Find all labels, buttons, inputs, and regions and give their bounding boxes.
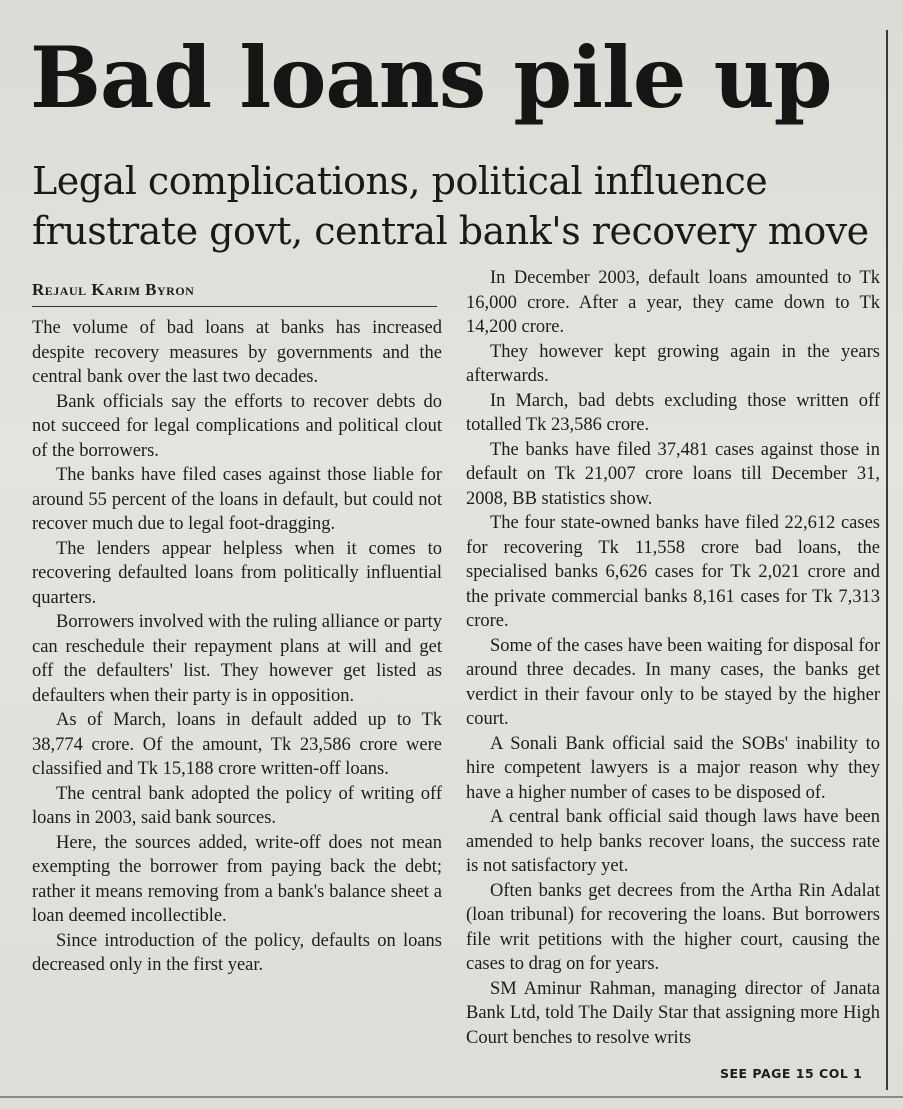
left-column: [32, 316, 442, 978]
paragraph: The central bank adopted the policy of writing off loans in 2003, said bank sources.: [32, 783, 442, 828]
paragraph: In December 2003, default loans amounted to Tk 16,000 crore. After a year, they came down to Tk 14,200 crore.: [466, 268, 880, 337]
paragraph: Bank officials say the efforts to recover debts do not succeed for legal complications and political clout of the borrowers.: [32, 391, 442, 461]
headline: Bad loans pile up: [30, 28, 832, 127]
subheadline: Legal complications, political influence frustrate govt, central bank's recovery move: [32, 159, 869, 253]
paragraph: Borrowers involved with the ruling alliance or party can reschedule their repayment plans at will and get off the defaulters' list. They however get listed as defaulters when their party is in opposition.: [32, 612, 442, 706]
continuation-jump-line: SEE PAGE 15 COL 1: [720, 1066, 863, 1081]
paragraph: The banks have filed cases against those liable for around 55 percent of the loans in default, but could not recover much due to legal foot-dragging.: [32, 465, 442, 534]
paragraph: Since introduction of the policy, defaults on loans decreased only in the first year.: [32, 930, 442, 975]
paragraph: SM Aminur Rahman, managing director of Janata Bank Ltd, told The Daily Star that assigning more High Court benches to resolve writs: [466, 978, 880, 1048]
paragraph: Here, the sources added, write-off does not mean exempting the borrower from paying back the debt; rather it means removing from a bank's balance sheet a loan deemed incollectible.: [32, 832, 442, 926]
paragraph: The four state-owned banks have filed 22,612 cases for recovering Tk 11,558 crore bad loans, the specialised banks 6,626 cases for Tk 2,021 crore and the private commercial banks 8,161 cases for Tk 7,313 crore.: [466, 513, 880, 631]
paragraph: Often banks get decrees from the Artha Rin Adalat (loan tribunal) for recovering the loans. But borrowers file writ petitions with the higher court, causing the cases to drag on for years.: [466, 880, 880, 974]
paragraph: The banks have filed 37,481 cases against those in default on Tk 21,007 crore loans till December 31, 2008, BB statistics show.: [466, 439, 880, 509]
bottom-divider: [0, 1096, 903, 1098]
byline: Rejaul Karim Byron: [32, 280, 437, 307]
paragraph: A Sonali Bank official said the SOBs' inability to hire competent lawyers is a major reason why they have a higher number of cases to be disposed of.: [466, 733, 880, 803]
paragraph: Some of the cases have been waiting for disposal for around three decades. In many cases, the banks get verdict in their favour only to be stayed by the higher court.: [466, 635, 880, 729]
paragraph: The volume of bad loans at banks has increased despite recovery measures by governments and the central bank over the last two decades.: [32, 318, 442, 387]
paragraph: The lenders appear helpless when it comes to recovering defaulted loans from politically influential quarters.: [32, 538, 442, 608]
paragraph: A central bank official said though laws have been amended to help banks recover loans, the success rate is not satisfactory yet.: [466, 807, 880, 876]
paragraph: As of March, loans in default added up to Tk 38,774 crore. Of the amount, Tk 23,586 crore were classified and Tk 15,188 crore written-off loans.: [32, 710, 442, 779]
paragraph: They however kept growing again in the years afterwards.: [466, 341, 880, 386]
right-column: [466, 266, 880, 1050]
paragraph: In March, bad debts excluding those written off totalled Tk 23,586 crore.: [466, 390, 880, 435]
